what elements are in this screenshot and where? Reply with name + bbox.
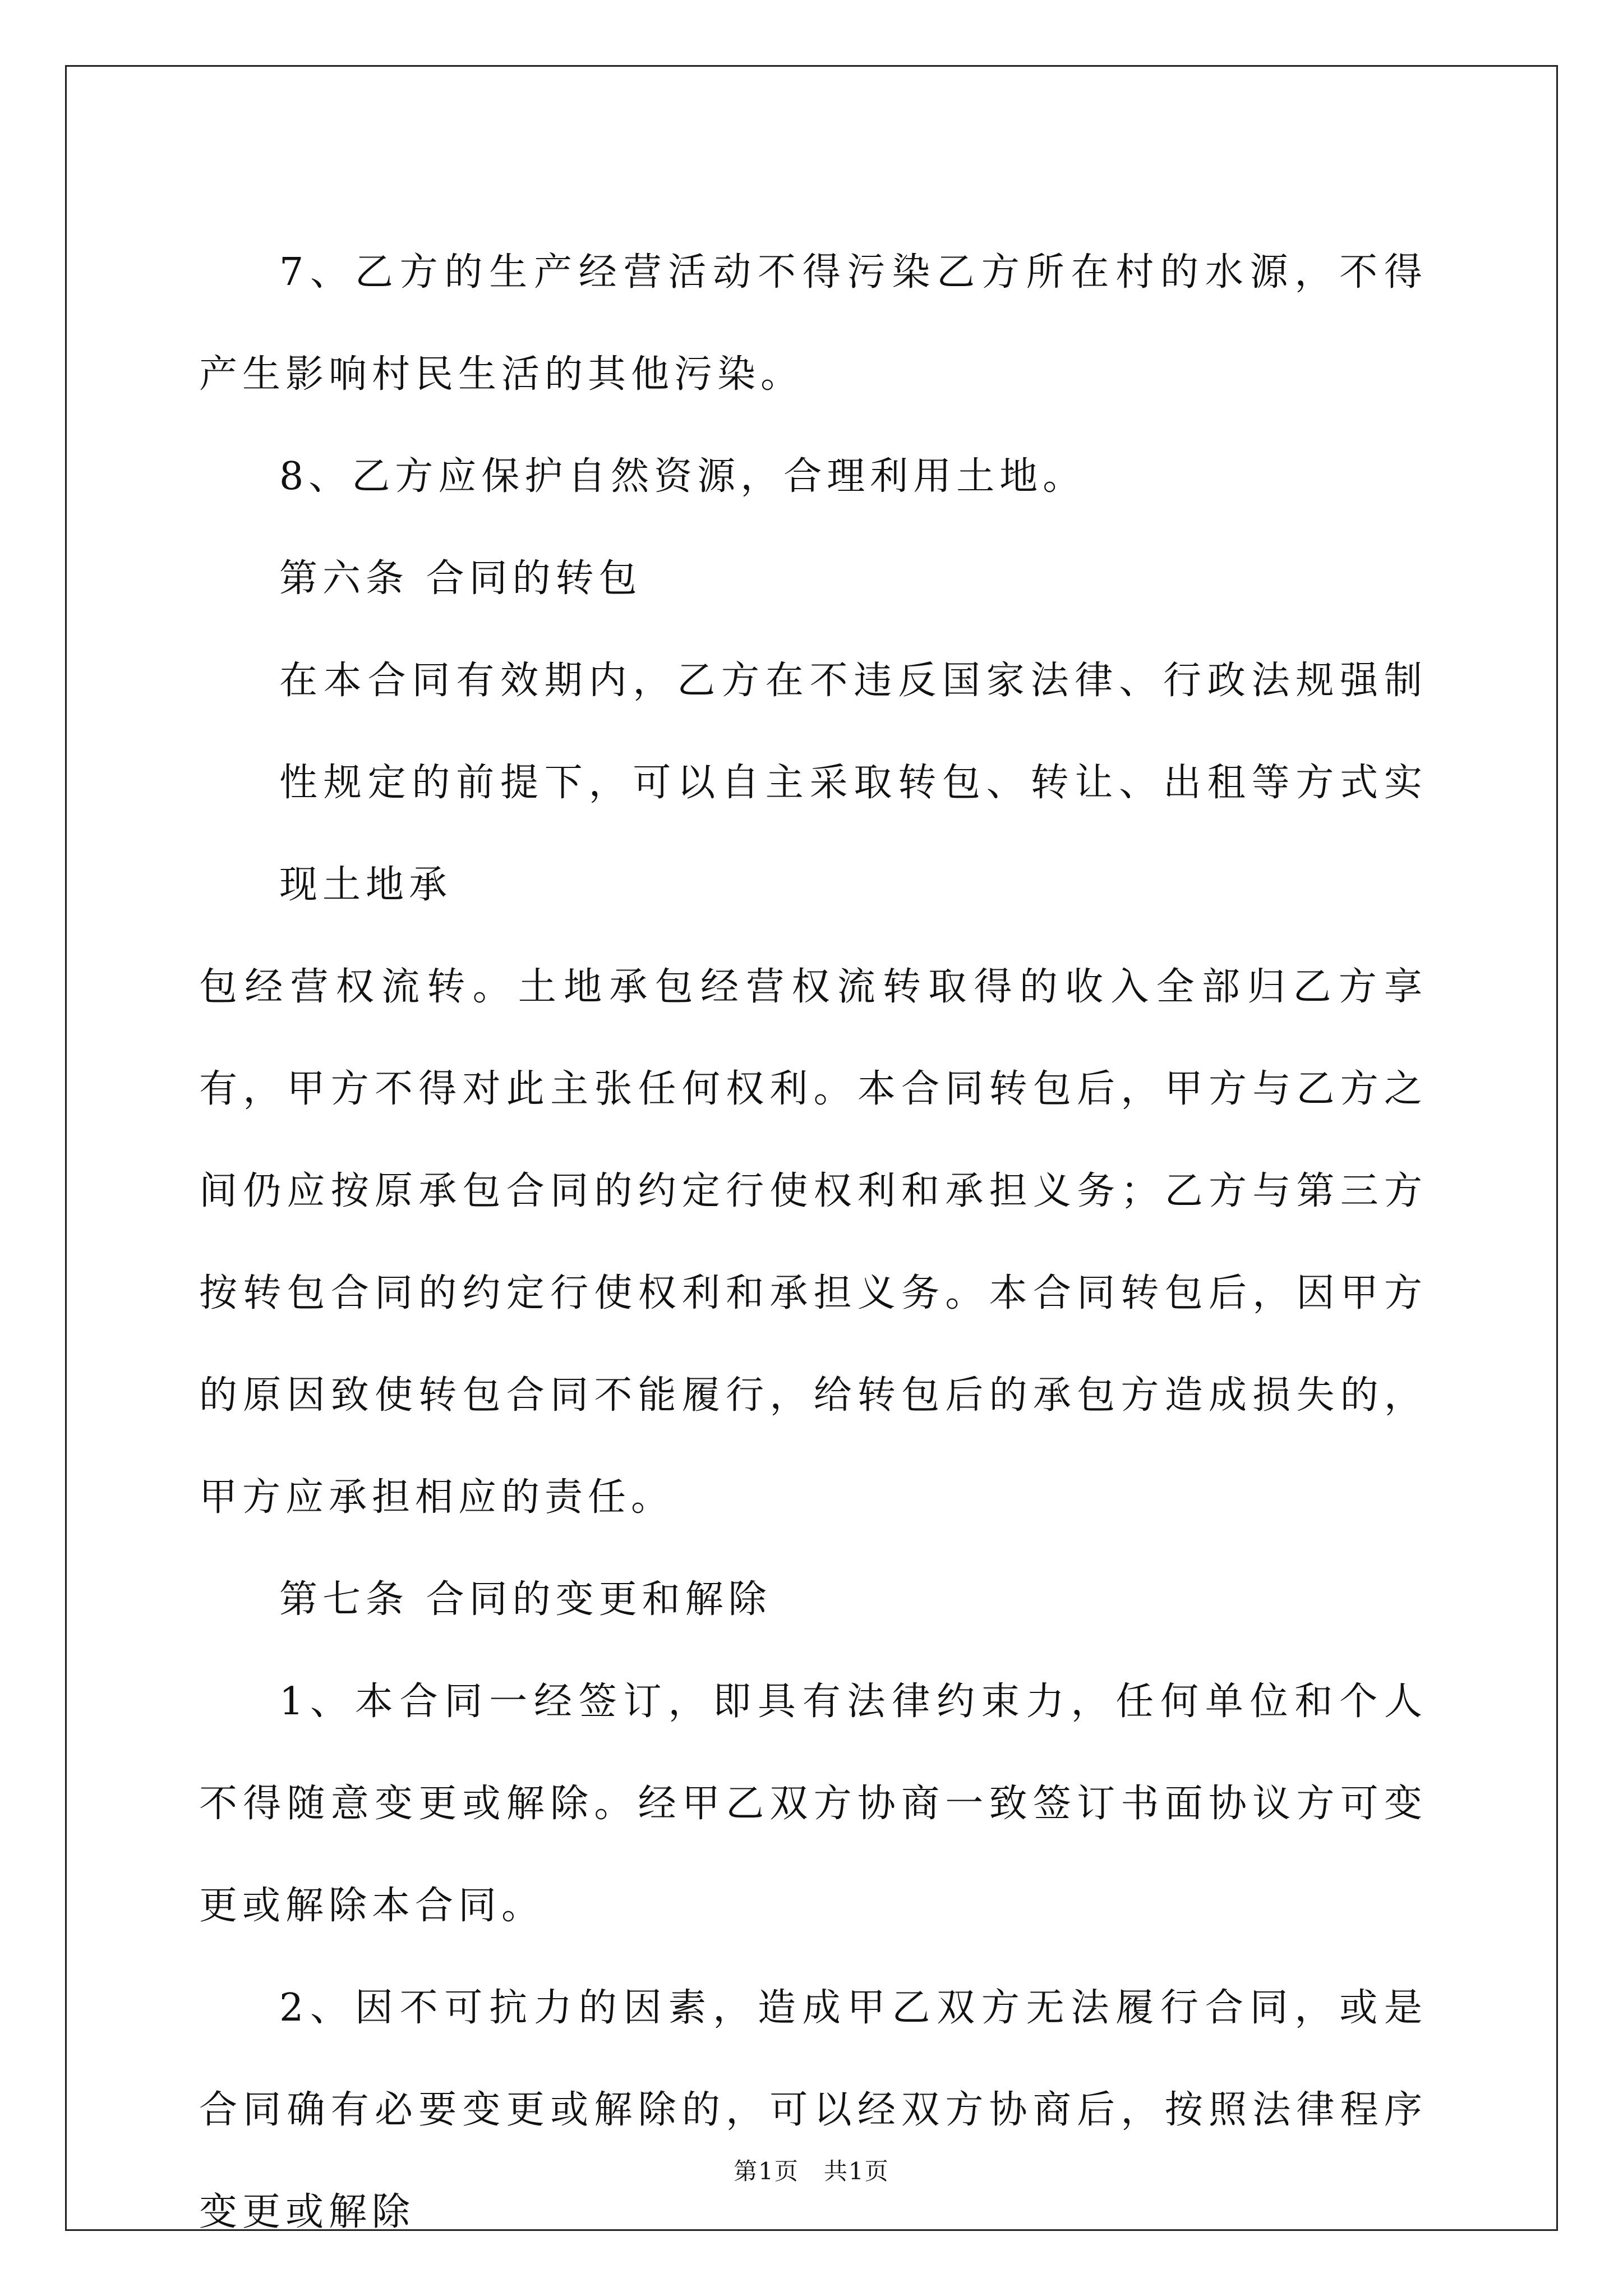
section-heading-article-6: 第六条 合同的转包 — [279, 556, 642, 601]
paragraph-sublease-intro: 在本合同有效期内，乙方在不违反国家法律、行政法规强制性规定的前提下，可以自主采取转包、转让、出租等方式实现土地承 — [279, 659, 1427, 907]
paragraph-sublease-body: 包经营权流转。土地承包经营权流转取得的收入全部归乙方享有，甲方不得对此主张任何权利。本合同转包后，甲方与乙方之间仍应按原承包合同的约定行使权利和承担义务；乙方与第三方按转包合同的约定行使权利和承担义务。本合同转包后，因甲方的原因致使转包合同不能履行，给转包后的承包方造成损失的，甲方应承担相应的责任。 — [199, 965, 1427, 1520]
page-number-footer: 第1页 共1页 — [734, 2157, 889, 2185]
document-body — [199, 222, 1427, 2263]
paragraph-change-clause-1: 1、本合同一经签订，即具有法律约束力，任何单位和个人不得随意变更或解除。经甲乙双方协商一致签订书面协议方可变更或解除本合同。 — [199, 1680, 1427, 1928]
paragraph-change-clause-2: 2、因不可抗力的因素，造成甲乙双方无法履行合同，或是合同确有必要变更或解除的，可以经双方协商后，按照法律程序变更或解除 — [199, 1986, 1427, 2234]
section-heading-article-7: 第七条 合同的变更和解除 — [279, 1577, 772, 1622]
paragraph-clause-8: 8、乙方应保护自然资源，合理利用土地。 — [279, 454, 1086, 499]
paragraph-clause-7: 7、乙方的生产经营活动不得污染乙方所在村的水源，不得产生影响村民生活的其他污染。 — [199, 250, 1427, 397]
